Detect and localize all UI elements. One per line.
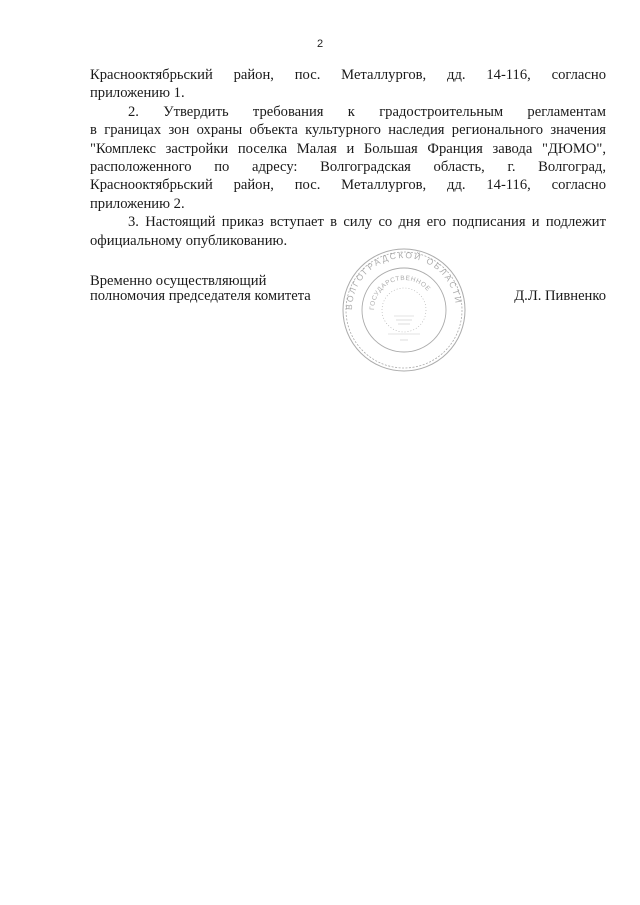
paragraph-1: [90, 66, 606, 103]
paragraph-3-line-1: 3. Настоящий приказ вступает в силу со дня его подписания и подлежит: [128, 214, 606, 231]
official-seal-stamp: [340, 246, 468, 374]
signature-position: [90, 274, 311, 304]
paragraph-3-line-2: официальному опубликованию.: [90, 232, 288, 249]
stamp-center-emblem: [388, 316, 420, 340]
document-body: [90, 66, 606, 250]
paragraph-2-line-4: расположенного по адресу: Волгоградская область, г. Волгоград,: [90, 159, 606, 176]
stamp-outer-text: ВОЛГОГРАДСКОЙ ОБЛАСТИ: [343, 249, 464, 311]
signature-position-line-2: полномочия председателя комитета: [90, 288, 311, 304]
paragraph-1-line-1: Краснооктябрьский район, пос. Металлургов, дд. 14-116, согласно: [90, 67, 606, 83]
paragraph-3: [90, 213, 606, 250]
stamp-inner-text: ГОСУДАРСТВЕННОЕ: [368, 274, 432, 311]
stamp-center-ring: [382, 288, 426, 332]
signature-position-line-1: Временно осуществляющий: [90, 273, 267, 289]
paragraph-2-line-2: в границах зон охраны объекта культурного наследия регионального значения: [90, 122, 606, 139]
page-number: 2: [316, 38, 324, 50]
paragraph-2-line-6: приложению 2.: [90, 195, 185, 212]
stamp-outer-ring: [343, 249, 465, 371]
signatory-name: Д.Л. Пивненко: [514, 288, 606, 304]
paragraph-2-line-3: "Комплекс застройки поселка Малая и Большая Франция завода "ДЮМО",: [90, 140, 606, 157]
paragraph-1-line-2: приложению 1.: [90, 85, 185, 102]
paragraph-2-line-1: 2. Утвердить требования к градостроительным регламентам: [128, 103, 606, 120]
paragraph-2-line-5: Краснооктябрьский район, пос. Металлургов, дд. 14-116, согласно: [90, 177, 606, 194]
paragraph-2: [90, 103, 606, 213]
